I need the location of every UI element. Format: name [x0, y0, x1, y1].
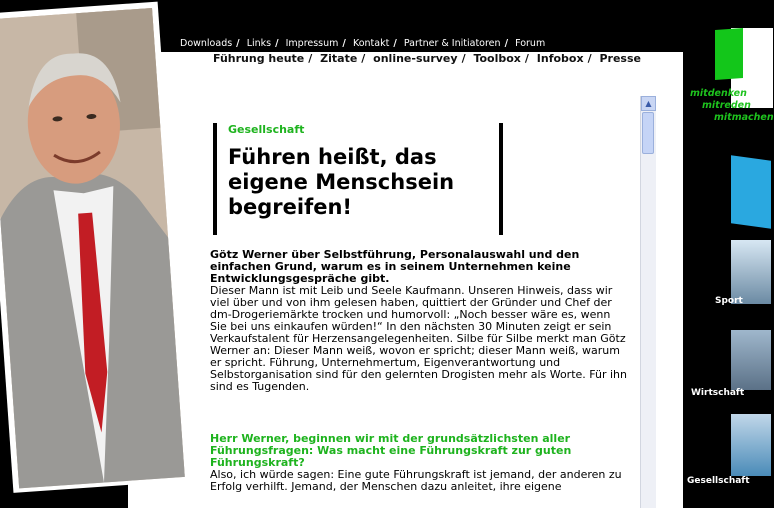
- subnav-zitate[interactable]: Zitate: [320, 52, 358, 65]
- article-body: [210, 249, 630, 493]
- section-label-wirtschaft[interactable]: Wirtschaft: [691, 388, 745, 398]
- headline-box: [213, 123, 503, 235]
- article-intro: Dieser Mann ist mit Leib und Seele Kaufmann. Unseren Hinweis, dass wir viel über und von ihm gelesen haben, quittiert der Gründer und Chef der dm-Drogeriemärkte trocken und humorvoll: „Noch besser wäre es, wenn Sie bei uns einkaufen würden!“ In den nächsten 30 Minuten zeigt er sein Verkaufstalent für Herzensangelegenheiten. Silbe für Silbe merkt man Götz Werner an: Dieser Mann weiß, wovon er spricht; dieser Mann weiß, warum er spricht. Führung, Unternehmertum, Eigenverantwortung und Selbstorganisation sind für den gelernten Drogisten mehr als Worte. Für ihn sind es Tugenden.: [210, 284, 627, 393]
- section-thumb-wirtschaft[interactable]: [731, 330, 771, 390]
- slogan: [690, 88, 774, 124]
- subnav-infobox[interactable]: Infobox: [536, 52, 584, 65]
- subnav-toolbox[interactable]: Toolbox: [473, 52, 521, 65]
- section-thumb-blue[interactable]: [731, 155, 771, 229]
- nav-kontakt[interactable]: Kontakt: [352, 38, 390, 49]
- article-headline: Führen heißt, das eigene Menschsein begreifen!: [228, 145, 455, 219]
- nav-downloads[interactable]: Downloads: [180, 38, 233, 49]
- section-label-gesellschaft[interactable]: Gesellschaft: [687, 476, 750, 486]
- portrait-photo: [0, 8, 185, 486]
- interview-question: Herr Werner, beginnen wir mit der grundsätzlichsten aller Führungsfragen: Was macht eine Führungskraft zur guten Führungskraft?: [210, 432, 572, 469]
- right-sidebar: [683, 0, 774, 508]
- portrait-photo-frame: [0, 2, 191, 493]
- subnav-presse[interactable]: Presse: [599, 52, 641, 65]
- scroll-up-arrow-icon[interactable]: ▲: [641, 96, 656, 111]
- headline-right-bar: [499, 123, 503, 235]
- slogan-line-1: mitdenken: [690, 88, 747, 99]
- nav-impressum[interactable]: Impressum: [285, 38, 339, 49]
- section-thumb-gesellschaft[interactable]: [731, 414, 771, 476]
- slogan-line-2: mitreden: [702, 100, 751, 111]
- logo-green-shape: [715, 28, 743, 80]
- vertical-scrollbar[interactable]: [640, 96, 656, 508]
- article-lead: Götz Werner über Selbstführung, Personalauswahl und den einfachen Grund, warum es in seinem Unternehmen keine Entwicklungsgespräche gibt.: [210, 248, 580, 285]
- nav-forum[interactable]: Forum: [515, 38, 546, 49]
- nav-links[interactable]: Links: [246, 38, 272, 49]
- sub-navigation: Führung heute / Zitate / online-survey / Toolbox / Infobox / Presse: [213, 52, 641, 65]
- headline-left-bar: [213, 123, 217, 235]
- nav-partner[interactable]: Partner & Initiatoren: [403, 38, 501, 49]
- scroll-thumb[interactable]: [642, 112, 654, 154]
- top-navigation: Downloads / Links / Impressum / Kontakt / Partner & Initiatoren / Forum: [180, 38, 546, 49]
- section-label-sport[interactable]: Sport: [715, 296, 743, 306]
- subnav-fuehrung-heute[interactable]: Führung heute: [213, 52, 305, 65]
- slogan-line-3: mitmachen: [714, 112, 774, 123]
- subnav-online-survey[interactable]: online-survey: [373, 52, 458, 65]
- interview-answer: Also, ich würde sagen: Eine gute Führungskraft ist jemand, der anderen zu Erfolg verhilft. Jemand, der Menschen dazu anleitet, ihre eigene: [210, 468, 622, 493]
- category-label[interactable]: Gesellschaft: [228, 123, 305, 136]
- section-thumb-sport[interactable]: [731, 240, 771, 304]
